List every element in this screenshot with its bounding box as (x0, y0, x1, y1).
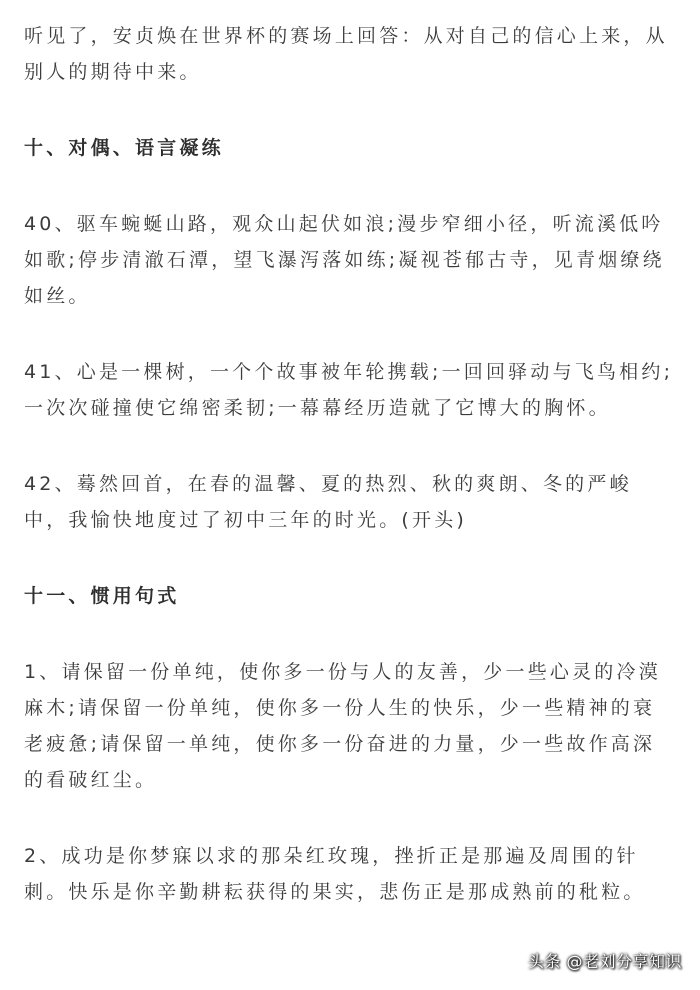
paragraph-2: 2、成功是你梦寐以求的那朵红玫瑰，挫折正是那遍及周围的针刺。快乐是你辛勤耕耘获得的果实，悲伤正是那成熟前的秕粒。 (24, 845, 646, 903)
paragraph-40: 40、驱车蜿蜒山路，观众山起伏如浪;漫步窄细小径，听流溪低吟如歌;停步清澈石潭，望飞瀑泻落如练;凝视苍郁古寺，见青烟缭绕如丝。 (24, 213, 665, 307)
paragraph-41: 41、心是一棵树，一个个故事被年轮携载;一回回驿动与飞鸟相约;一次次碰撞使它绵密柔韧;一幕幕经历造就了它博大的胸怀。 (24, 361, 674, 419)
section-10-heading: 十、对偶、语言凝练 (24, 137, 224, 159)
paragraph-42: 42、蓦然回首，在春的温馨、夏的热烈、秋的爽朗、冬的严峻中，我愉快地度过了初中三年的时光。(开头) (24, 473, 632, 531)
source-watermark: 头条 @老刘分享知识 (527, 952, 682, 971)
article-body (24, 18, 676, 910)
intro-paragraph: 听见了，安贞焕在世界杯的赛场上回答：从对自己的信心上来，从别人的期待中来。 (24, 25, 668, 83)
paragraph-1: 1、请保留一份单纯，使你多一份与人的友善，少一些心灵的冷漠麻木;请保留一份单纯，使你多一份人生的快乐，少一些精神的衰老疲惫;请保留一单纯，使你多一份奋进的力量，少一些故作高深的看破红尘。 (24, 661, 661, 791)
section-11-heading: 十一、惯用句式 (24, 585, 180, 607)
